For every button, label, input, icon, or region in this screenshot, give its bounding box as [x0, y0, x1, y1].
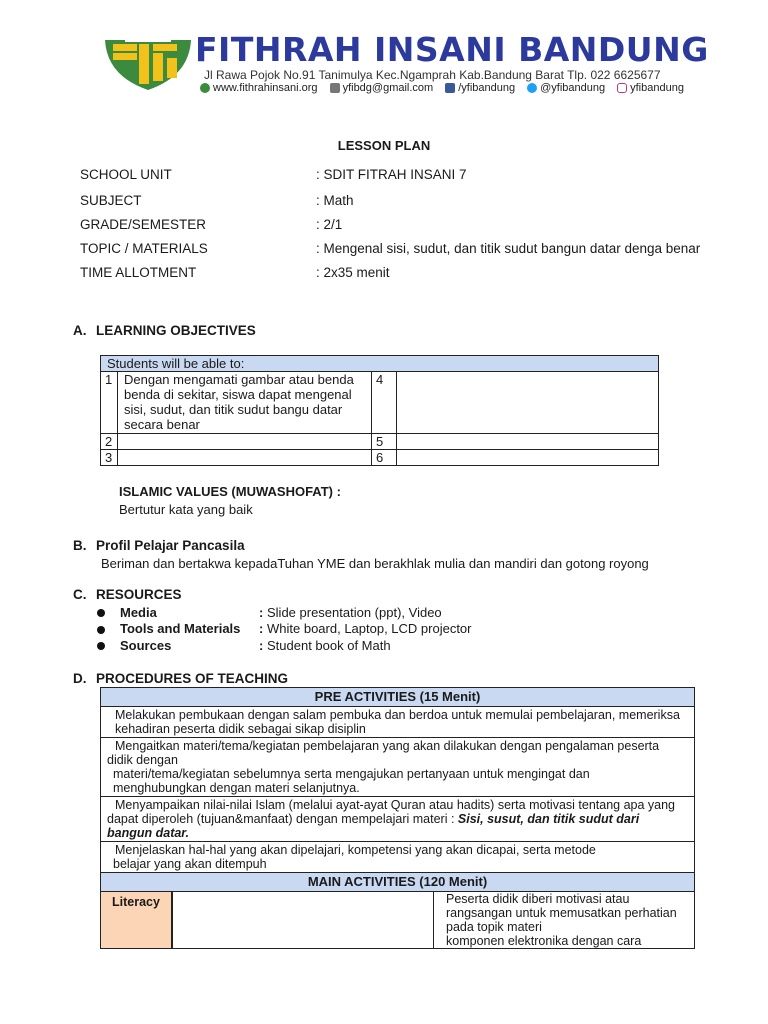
literacy-activity-text: Peserta didik diberi motivasi atau rangsangan untuk memusatkan perhatian pada topik materi komponen elektronika dengan cara	[434, 892, 695, 949]
pre-activity-explanation: Menjelaskan hal-hal yang akan dipelajari, kompetensi yang akan dicapai, serta metode belajar yang akan ditempuh	[101, 842, 695, 873]
objective-number: 1	[101, 372, 118, 434]
objective-text	[118, 450, 372, 466]
section-d-heading: PROCEDURES OF TEACHING	[96, 671, 289, 686]
literacy-middle-cell	[172, 892, 434, 949]
info-value-time: : 2x35 menit	[316, 265, 390, 280]
objective-number: 5	[372, 434, 397, 450]
bullet-icon	[97, 642, 105, 650]
resource-label-sources: Sources	[120, 638, 172, 653]
pre-activity-motivation: Menyampaikan nilai-nilai Islam (melalui ayat-ayat Quran atau hadits) serta motivasi tentang apa yang dapat diperoleh (tujuan&manfaat) dengan mempelajari materi : Sisi, susut, dan titik sudut dari bangun datar.	[101, 797, 695, 842]
resource-value-sources: Student book of Math	[267, 638, 391, 653]
section-d-marker: D.	[73, 671, 87, 686]
objective-text	[118, 434, 372, 450]
facebook-icon	[445, 83, 455, 93]
pre-activity-opening: Melakukan pembukaan dengan salam pembuka dan berdoa untuk memulai pembelajaran, memeriksa kehadiran peserta didik sebagai sikap disiplin	[101, 707, 695, 738]
instagram-icon	[617, 83, 627, 93]
facebook-contact: /yfibandung	[445, 82, 515, 94]
bullet-icon	[97, 626, 105, 634]
objective-text: Dengan mengamati gambar atau benda benda di sekitar, siswa dapat mengenal sisi, sudut, dan titik sudut bangu datar secara benar	[118, 372, 372, 434]
pre-activities-band: PRE ACTIVITIES (15 Menit)	[101, 688, 695, 707]
table-row	[101, 434, 659, 450]
info-label-topic: TOPIC / MATERIALS	[80, 241, 208, 256]
procedures-table	[100, 687, 695, 949]
mail-icon	[330, 83, 340, 93]
email-contact: yfibdg@gmail.com	[330, 82, 434, 94]
table-row	[101, 450, 659, 466]
info-label-time: TIME ALLOTMENT	[80, 265, 197, 280]
resource-value-media: Slide presentation (ppt), Video	[267, 605, 442, 620]
objective-text	[397, 450, 659, 466]
school-logo	[103, 36, 193, 92]
table-row	[101, 707, 695, 738]
objective-text	[397, 434, 659, 450]
website-contact: www.fithrahinsani.org	[200, 82, 318, 94]
section-c-heading: RESOURCES	[96, 587, 182, 602]
info-value-grade: : 2/1	[316, 217, 343, 232]
section-b-heading: Profil Pelajar Pancasila	[96, 538, 245, 553]
islamic-values-heading: ISLAMIC VALUES (MUWASHOFAT) :	[119, 484, 341, 499]
bullet-icon	[97, 609, 105, 617]
resource-label-media: Media	[120, 605, 157, 620]
section-a-heading: LEARNING OBJECTIVES	[96, 323, 256, 338]
objective-text	[397, 372, 659, 434]
table-row	[101, 842, 695, 873]
info-label-subject: SUBJECT	[80, 193, 142, 208]
resource-separator: :	[259, 605, 264, 620]
objective-number: 4	[372, 372, 397, 434]
twitter-icon	[527, 83, 537, 93]
info-value-subject: : Math	[316, 193, 354, 208]
info-value-topic: : Mengenal sisi, sudut, dan titik sudut bangun datar denga benar	[316, 241, 701, 256]
objective-number: 6	[372, 450, 397, 466]
section-b-marker: B.	[73, 538, 87, 553]
pre-activity-apperception: Mengaitkan materi/tema/kegiatan pembelajaran yang akan dilakukan dengan pengalaman peserta didik dengan materi/tema/kegiatan sebelumnya serta mengajukan pertanyaan untuk mengingat dan menghubungkan dengan materi selanjutnya.	[101, 738, 695, 797]
section-a-marker: A.	[73, 323, 87, 338]
school-name: FITHRAH INSANI BANDUNG	[195, 30, 709, 69]
resource-value-tools: White board, Laptop, LCD projector	[267, 621, 472, 636]
table-row	[101, 797, 695, 842]
objectives-header: Students will be able to:	[101, 356, 659, 372]
contact-bar	[200, 82, 684, 94]
school-address: Jl Rawa Pojok No.91 Tanimulya Kec.Ngamprah Kab.Bandung Barat Tlp. 022 6625677	[204, 68, 661, 82]
info-label-school-unit: SCHOOL UNIT	[80, 167, 172, 182]
table-row	[101, 738, 695, 797]
logo-emblem-icon	[103, 36, 193, 92]
objective-number: 2	[101, 434, 118, 450]
info-label-grade: GRADE/SEMESTER	[80, 217, 207, 232]
info-value-school-unit: : SDIT FITRAH INSANI 7	[316, 167, 467, 182]
globe-icon	[200, 83, 210, 93]
twitter-contact: @yfibandung	[527, 82, 605, 94]
resource-separator: :	[259, 638, 264, 653]
islamic-values-text: Bertutur kata yang baik	[119, 502, 253, 517]
section-c-marker: C.	[73, 587, 87, 602]
pancasila-text: Beriman dan bertakwa kepadaTuhan YME dan berakhlak mulia dan mandiri dan gotong royong	[101, 556, 649, 571]
objectives-table	[100, 355, 659, 466]
table-row	[101, 372, 659, 434]
instagram-contact: yfibandung	[617, 82, 684, 94]
objective-number: 3	[101, 450, 118, 466]
document-title: LESSON PLAN	[337, 138, 431, 153]
resource-label-tools: Tools and Materials	[120, 621, 241, 636]
literacy-label: Literacy	[101, 892, 173, 949]
main-activities-band: MAIN ACTIVITIES (120 Menit)	[101, 873, 695, 892]
table-row	[101, 892, 695, 949]
resource-separator: :	[259, 621, 264, 636]
